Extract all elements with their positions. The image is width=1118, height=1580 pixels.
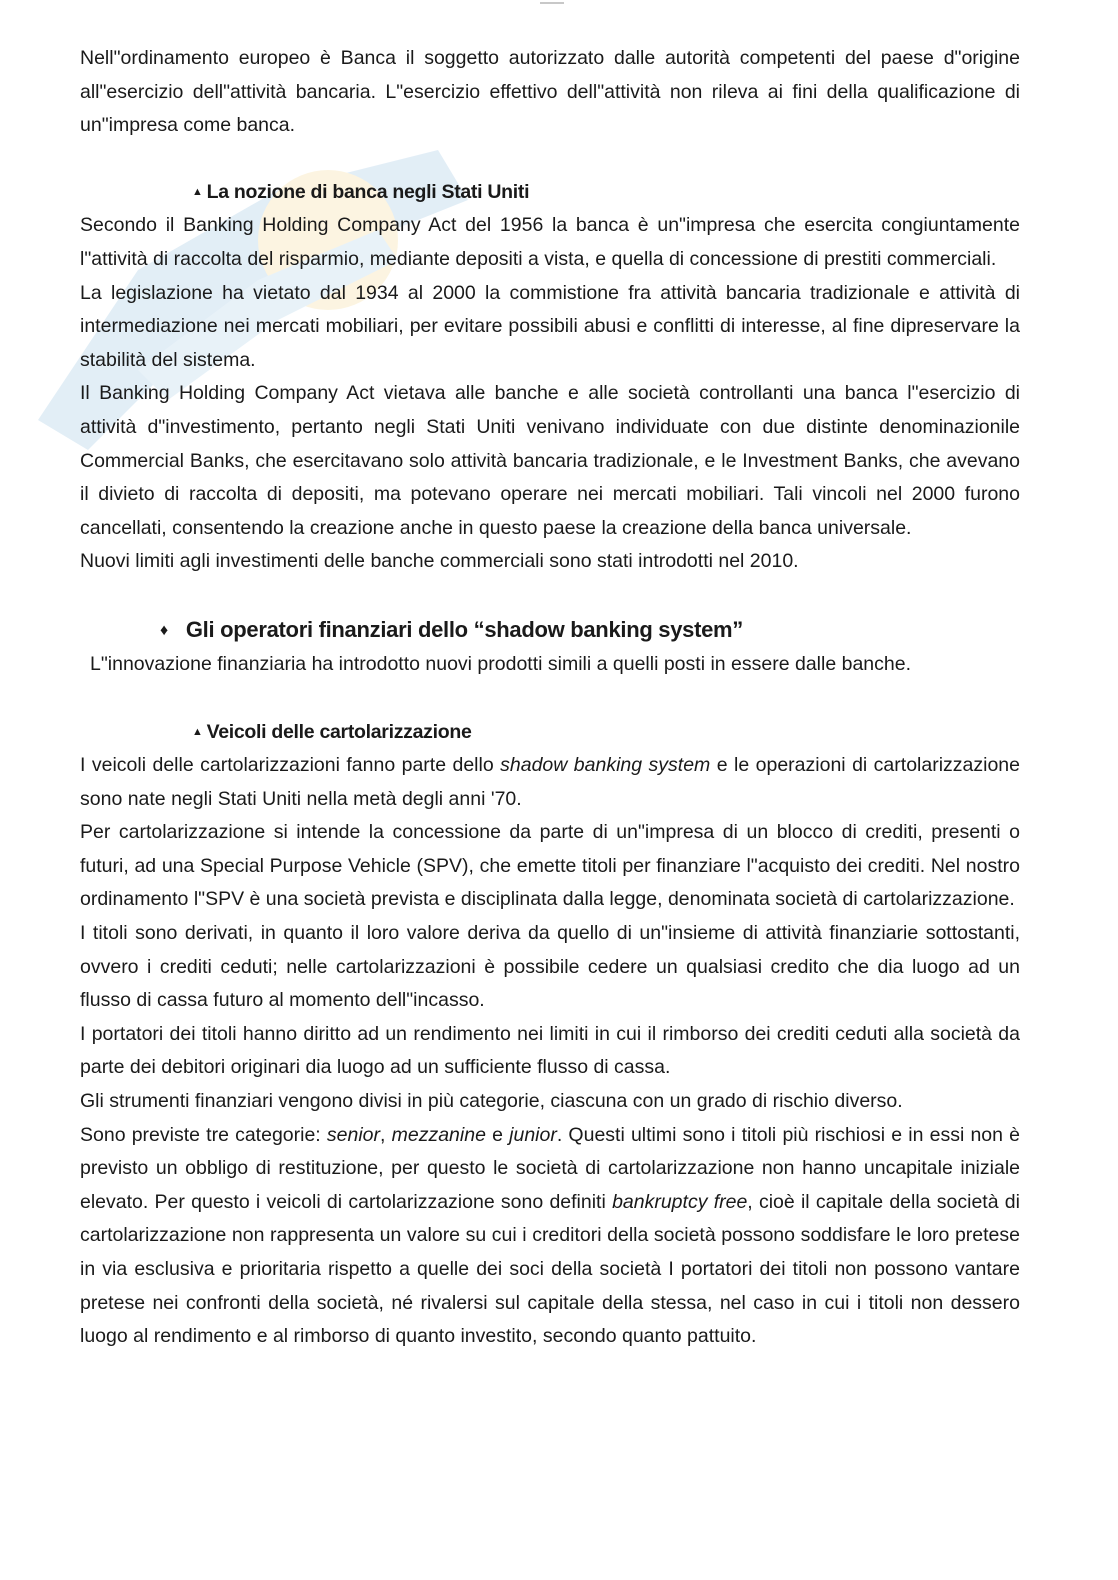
text-run: I veicoli delle cartolarizzazioni fanno parte dello [80, 754, 494, 777]
document-body [80, 42, 1020, 1354]
paragraph-financial-innovation: L"innovazione finanziaria ha introdotto nuovi prodotti simili a quelli posti in essere dalle banche. [90, 652, 911, 675]
paragraph-legislation-1934-2000: La legislazione ha vietato dal 1934 al 2000 la commistione fra attività bancaria tradizionale e attività di intermediazione nei mercati mobiliari, per evitare possibili abusi e conflitti di interesse, al fine dipreservare la stabilità del sistema. [80, 281, 1020, 371]
text-run: , [380, 1123, 386, 1146]
section-title-us-banks: La nozione di banca negli Stati Uniti [206, 180, 530, 203]
paragraph-eu-bank-definition: Nell"ordinamento europeo è Banca il soggetto autorizzato dalle autorità competenti del paese d"origine all"esercizio dell"attività bancaria. L"esercizio effettivo dell"attività non rileva ai fini della qualificazione di un"impresa come banca. [80, 47, 1020, 137]
triangle-bullet-icon: ▲ [192, 725, 203, 738]
paragraph-new-limits-2010: Nuovi limiti agli investimenti delle banche commerciali sono stati introdotti nel 2010. [80, 550, 799, 573]
paragraph-securitization-origin [80, 749, 1020, 816]
paragraph-tranches-bankruptcy-free [80, 1119, 1020, 1354]
text-run: , cioè il capitale della società di cartolarizzazione non rappresenta un valore su cui i creditori della società possono soddisfare le loro pretese in via esclusiva e prioritaria rispetto a quelle dei soci della società I portatori dei titoli non possono vantare pretese nei confronti della società, né rivalersi sul capitale della stessa, nel caso in cui i titoli non dessero luogo al rendimento e al rimborso di quanto investito, secondo quanto pattuito. [80, 1190, 1020, 1348]
text-run: e [492, 1123, 503, 1146]
paragraph-securitization-definition: Per cartolarizzazione si intende la concessione da parte di un"impresa di un blocco di crediti, presenti o futuri, ad una Special Purpose Vehicle (SPV), che emette titoli per finanziare l"acquisto dei crediti. Nel nostro ordinamento l"SPV è una società prevista e disciplinata dalla legge, denominata società di cartolarizzazione. [80, 821, 1020, 911]
text-run: . Questi ultimi sono i titoli più rischiosi e in essi non è previsto un obbligo di restituzione, per questo le società di cartolarizzazione non hanno uncapitale iniziale elevato. Per questo i veicoli di cartolarizzazione sono definiti [80, 1123, 1020, 1213]
emphasis-mezzanine: mezzanine [391, 1123, 486, 1146]
text-run: e le operazioni di cartolarizzazione sono nate negli Stati Uniti nella metà degli anni '70. [80, 754, 1020, 810]
emphasis-senior: senior [326, 1123, 381, 1146]
section-title-securitization-vehicles: Veicoli delle cartolarizzazione [206, 720, 472, 743]
section-heading-securitization-vehicles [80, 716, 1020, 750]
emphasis-bankruptcy-free: bankruptcy free [612, 1190, 748, 1213]
page-top-mark [540, 2, 564, 4]
diamond-bullet-icon: ♦ [160, 621, 168, 639]
emphasis-shadow-banking: shadow banking system [500, 754, 711, 777]
section-title-shadow-banking: Gli operatori finanziari dello “shadow banking system” [185, 616, 744, 642]
paragraph-risk-categories: Gli strumenti finanziari vengono divisi in più categorie, ciascuna con un grado di rischio diverso. [80, 1090, 903, 1113]
paragraph-commercial-investment-banks: Il Banking Holding Company Act vietava alle banche e alle società controllanti una banca l"esercizio di attività d"investimento, pertanto negli Stati Uniti venivano individuate con due distinte denominazionile Commercial Banks, che esercitavano solo attività bancaria tradizionale, e le Investment Banks, che avevano il divieto di raccolta di depositi, ma potevano operare nei mercati mobiliari. Tali vincoli nel 2000 furono cancellati, consentendo la creazione anche in questo paese la creazione della banca universale. [80, 382, 1020, 539]
section-heading-shadow-banking [80, 613, 1020, 648]
section-heading-us-banks [80, 176, 1020, 210]
emphasis-junior: junior [509, 1123, 557, 1146]
paragraph-holder-rights: I portatori dei titoli hanno diritto ad un rendimento nei limiti in cui il rimborso dei crediti ceduti alla società da parte dei debitori originari dia luogo ad un sufficiente flusso di cassa. [80, 1022, 1020, 1079]
text-run: Sono previste tre categorie: [80, 1123, 321, 1146]
paragraph-derivative-securities: I titoli sono derivati, in quanto il loro valore deriva da quello di un"insieme di attività finanziarie sottostanti, ovvero i crediti ceduti; nelle cartolarizzazioni è possibile cedere un qualsiasi credito che dia luogo ad un flusso di cassa futuro al momento dell"incasso. [80, 922, 1020, 1012]
triangle-bullet-icon: ▲ [192, 185, 203, 198]
paragraph-bhc-act-1956: Secondo il Banking Holding Company Act del 1956 la banca è un"impresa che esercita congiuntamente l"attività di raccolta del risparmio, mediante depositi a vista, e quella di concessione di prestiti commerciali. [80, 214, 1020, 270]
